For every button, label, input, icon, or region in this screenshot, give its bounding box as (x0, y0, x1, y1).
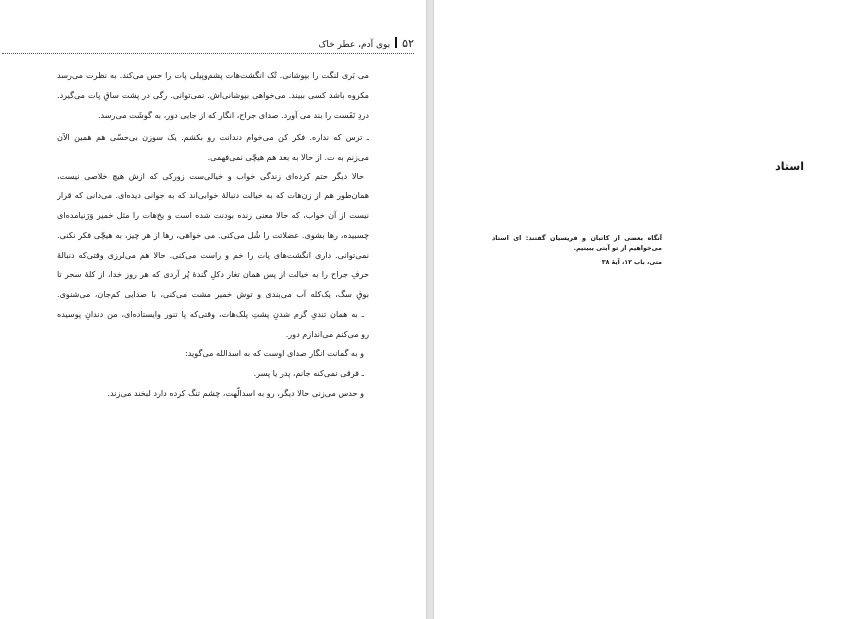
running-title: بوی آدم، عطر خاک (318, 40, 391, 50)
body-line: می بَری لنگت را بپوشانی. تُک انگشت‌هات پشم‌وپیلی پات را حس می‌کند. به نظرت می‌رسد (57, 70, 369, 80)
epigraph-line: آنگاه بعضی از کاتبان و فریسیان گفتند: ای استاد (492, 234, 662, 242)
body-line: ـ به همان تندیِ گرم شدنِ پشتِ پلک‌هات، وقتی‌که پا تنور وایستاده‌ای، من دندانِ پوسیده (57, 309, 364, 319)
header-separator (395, 37, 397, 48)
chapter-title: استاد (775, 160, 804, 173)
body-line: و به گمانت انگار صدای اوست که به اسدالله می‌گوید: (185, 348, 364, 358)
body-line: و حدس می‌زنی حالا دیگر، رو به اسدالّهت، چشم تنگ کرده دارد لبخند می‌زند. (107, 388, 364, 398)
epigraph-reference: متی، باب ۱۲، آیهٔ ۳۸ (601, 259, 662, 266)
page-number: ۵۲ (402, 37, 414, 50)
body-line: ـ فرقی نمی‌کنه جانم، پدر یا پسر. (253, 368, 364, 378)
body-line: چسبیده، رها بشوی. عضلاتت را شُل می‌کنی. می خواهی، رها از هر چیز، به هیچّی فکر نکنی. (57, 230, 369, 240)
body-line: حرفِ جراح را به خیالت از پس همان تغار دکلِ گندهٔ پُر آردی که هر روز خدا، از کلهٔ سحر تا (57, 269, 369, 279)
left-page (0, 0, 426, 619)
body-line: می‌زنم به ت. از حالا به بعد هم هیچّی نمی‌فهمی. (207, 152, 369, 162)
epigraph-line: می‌خواهیم از تو آیتی ببینیم. (573, 244, 662, 252)
body-line: نمی‌توانی. داری انگشت‌های پات را خم و راست می‌کنی. حالا هم می‌لرزی وقتی‌که دنبالهٔ (57, 250, 369, 260)
page-gutter (426, 0, 434, 619)
epigraph (492, 233, 662, 268)
body-line: نیست از آن خواب، که حالا معنی زنده بودنت شده است و یخ‌هات را مثل خمیر وَرَنیامده‌ای (57, 210, 369, 220)
body-line: ـ ترس که نداره. فکر کن می‌خوام دندانت رو بکشم. یک سوزن بی‌حسّی هم همین الآن (57, 132, 369, 142)
body-line: دردِ نَفَست را بند می آورد. صدای جراح، انگار که از جایی دور، به گوشَت می‌رسد. (97, 110, 369, 120)
body-line: همان‌طور هم از زن‌هات که به خیالت دنبالهٔ خوابی‌اند که به جوانی دیده‌ای. می‌دانی که قرار (57, 190, 369, 200)
body-line: رو می‌کنم می‌اندازم دور. (285, 329, 369, 339)
epigraph-text (492, 233, 662, 253)
body-line: حالا دیگر حتم کرده‌ای زندگی خواب و خیالی‌ست زورکی که ازش هیچ خلاصی نیست، (57, 171, 364, 181)
right-page (434, 0, 862, 619)
page-header (2, 37, 414, 54)
body-line: بوقِ سگ، یک‌کله آب می‌بندی و توش خمیر مشت می‌کنی، با صدایی کم‌جان، می‌شنوی. (57, 289, 369, 299)
body-line: مکروه باشد کسی ببیند. می‌خواهی بپوشانی‌اش. نمی‌توانی. رگی در پشت ساقِ پات می‌گیرد. (57, 90, 369, 100)
